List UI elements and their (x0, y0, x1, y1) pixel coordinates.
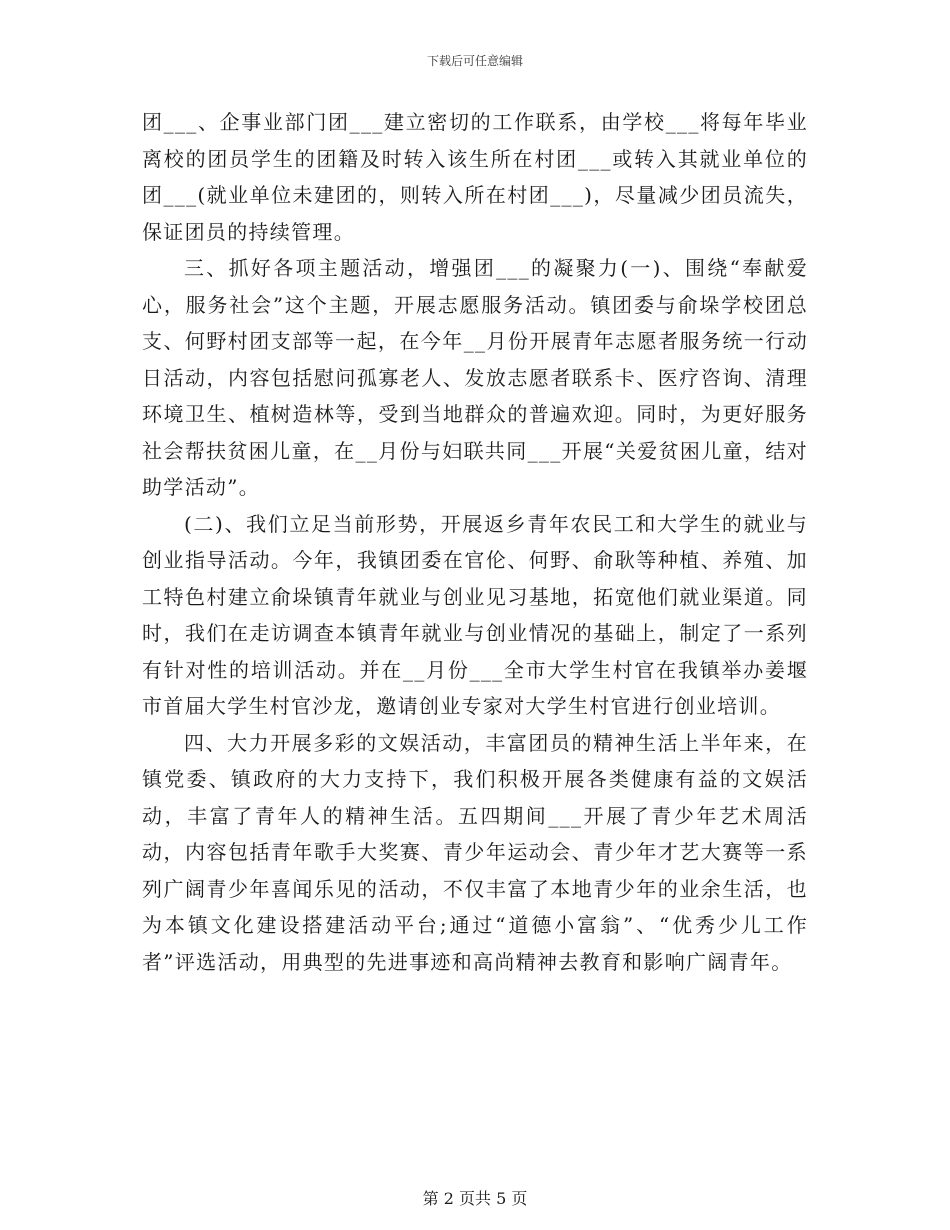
paragraph-1: 团___、企事业部门团___建立密切的工作联系，由学校___将每年毕业离校的团员学生的团籍及时转入该生所在村团___或转入其就业单位的团___(就业单位未建团的，则转入所在村团___)，尽量减少团员流失，保证团员的持续管理。 (142, 110, 808, 244)
page-footer: 第 2 页共 5 页 (422, 1189, 528, 1208)
page-header: 下载后可任意编辑 (426, 54, 523, 68)
paragraph-2: 三、抓好各项主题活动，增强团___的凝聚力(一)、围绕“奉献爱心，服务社会”这个主题，开展志愿服务活动。镇团委与俞垛学校团总支、何野村团支部等一起，在今年__月份开展青年志愿者服务统一行动日活动，内容包括慰问孤寡老人、发放志愿者联系卡、医疗咨询、清理环境卫生、植树造林等，受到当地群众的普遍欢迎。同时，为更好服务社会帮扶贫困儿童，在__月份与妇联共同___开展“关爱贫困儿童，结对助学活动”。 (142, 256, 808, 499)
paragraph-4: 四、大力开展多彩的文娱活动，丰富团员的精神生活上半年来，在镇党委、镇政府的大力支持下，我们积极开展各类健康有益的文娱活动，丰富了青年人的精神生活。五四期间___开展了青少年艺术周活动，内容包括青年歌手大奖赛、青少年运动会、青少年才艺大赛等一系列广阔青少年喜闻乐见的活动，不仅丰富了本地青少年的业余生活，也为本镇文化建设搭建活动平台;通过“道德小富翁”、“优秀少儿工作者”评选活动，用典型的先进事迹和高尚精神去教育和影响广阔青年。 (142, 730, 808, 974)
paragraph-3: (二)、我们立足当前形势，开展返乡青年农民工和大学生的就业与创业指导活动。今年，我镇团委在官伦、何野、俞耿等种植、养殖、加工特色村建立俞垛镇青年就业与创业见习基地，拓宽他们就业渠道。同时，我们在走访调查本镇青年就业与创业情况的基础上，制定了一系列有针对性的培训活动。并在__月份___全市大学生村官在我镇举办姜堰市首届大学生村官沙龙，邀请创业专家对大学生村官进行创业培训。 (142, 511, 808, 718)
document-body (142, 104, 808, 980)
